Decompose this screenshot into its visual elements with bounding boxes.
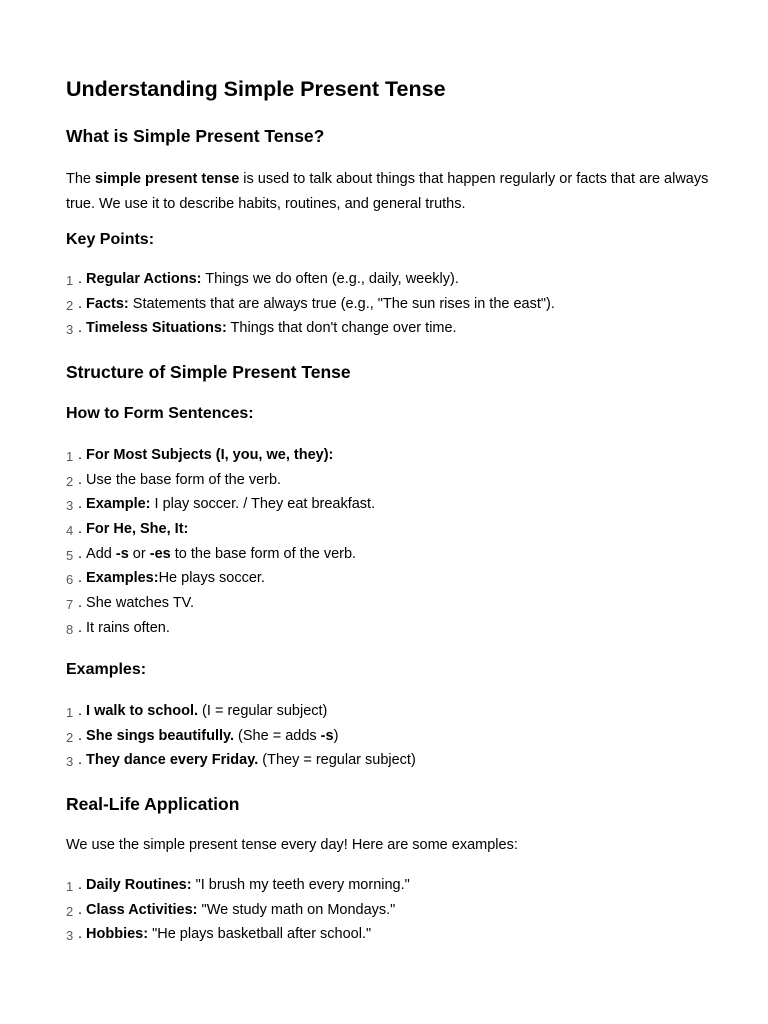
list-item-label: Class Activities:: [86, 901, 198, 918]
page-title: Understanding Simple Present Tense: [66, 77, 446, 101]
list-item-label: Examples:: [86, 570, 159, 587]
list-number: 3: [66, 322, 74, 338]
list-item-label: Daily Routines:: [86, 877, 192, 893]
list-item: 8 . It rains often.: [66, 616, 375, 641]
suffix-s: -s: [115, 545, 129, 562]
list-number: 1: [66, 879, 74, 894]
form-steps-list: [66, 443, 375, 641]
list-item-text: It rains often.: [86, 619, 170, 636]
list-item-label: Example:: [86, 496, 151, 513]
list-item-text: He plays soccer.: [158, 570, 265, 587]
intro-paragraph: [66, 167, 716, 217]
list-item-text: to the base form of the verb.: [170, 545, 357, 562]
list-number: 1: [66, 449, 74, 464]
list-item-label: Hobbies:: [86, 926, 149, 943]
list-number: 2: [66, 729, 74, 745]
list-item-text: Use the base form of the verb.: [86, 471, 282, 488]
heading-key-points: Key Points:: [66, 231, 155, 248]
list-item-label: Regular Actions:: [86, 271, 202, 287]
list-item-text: (I = regular subject): [198, 703, 328, 719]
list-item-label: She sings beautifully.: [86, 727, 235, 744]
examples-list: [66, 699, 416, 773]
list-item: 1 . For Most Subjects (I, you, we, they):: [66, 443, 375, 468]
list-item-text: She watches TV.: [86, 595, 195, 612]
list-item-text: (She = adds: [234, 727, 321, 744]
list-item-text: "We study math on Mondays.": [197, 901, 396, 918]
list-item: 1 . Regular Actions: Things we do often (e.g., daily, weekly).: [66, 267, 555, 292]
list-item-text: Statements that are always true (e.g., "The sun rises in the east").: [128, 295, 555, 312]
list-item: 3 . Hobbies: "He plays basketball after school.": [66, 922, 410, 947]
suffix-s: -s: [320, 727, 334, 744]
list-item-label: Facts:: [86, 295, 129, 312]
heading-examples: Examples:: [66, 661, 147, 678]
list-item-label: They dance every Friday.: [86, 752, 259, 769]
list-item-label: I walk to school.: [86, 703, 199, 719]
list-number: 8: [66, 621, 74, 637]
list-item-text: Things that don't change over time.: [226, 320, 457, 337]
intro-text-post: is used to talk about things that happen regularly or facts that are always true. We use it to describe habits, routines, and general truths.: [66, 171, 709, 212]
list-item: 5 . Add -s or -es to the base form of the verb.: [66, 542, 375, 567]
real-life-list: [66, 873, 410, 947]
list-number: 1: [66, 273, 74, 288]
intro-text-bold: simple present tense: [95, 171, 240, 187]
list-item: 1 . I walk to school. (I = regular subject): [66, 699, 416, 724]
list-item: 3 . Timeless Situations: Things that don't change over time.: [66, 316, 555, 341]
list-item: 2 . She sings beautifully. (She = adds -s): [66, 724, 416, 749]
list-item-text: Things we do often (e.g., daily, weekly).: [201, 271, 459, 287]
list-number: 3: [66, 498, 74, 514]
list-item: 1 . Daily Routines: "I brush my teeth every morning.": [66, 873, 410, 898]
list-number: 1: [66, 705, 74, 720]
heading-what-is: What is Simple Present Tense?: [66, 126, 325, 146]
list-item: 2 . Use the base form of the verb.: [66, 468, 375, 493]
heading-real-life: Real-Life Application: [66, 794, 240, 814]
list-item-text: ): [333, 727, 339, 744]
list-item-label: For Most Subjects (I, you, we, they):: [86, 447, 334, 463]
intro-text-pre: The: [66, 171, 96, 187]
list-item: 7 . She watches TV.: [66, 591, 375, 616]
list-number: 2: [66, 903, 74, 919]
list-item: 2 . Class Activities: "We study math on Mondays.": [66, 898, 410, 923]
list-item-text: "I brush my teeth every morning.": [191, 877, 410, 893]
list-number: 6: [66, 572, 74, 588]
list-item: 6 . Examples:He plays soccer.: [66, 566, 375, 591]
suffix-es: -es: [149, 545, 171, 562]
list-item: 3 . They dance every Friday. (They = regular subject): [66, 748, 416, 773]
real-life-intro: We use the simple present tense every day! Here are some examples:: [66, 837, 518, 853]
list-item-text: or: [128, 545, 150, 562]
heading-structure: Structure of Simple Present Tense: [66, 362, 351, 382]
list-item-text: (They = regular subject): [258, 752, 416, 769]
list-item-text: "He plays basketball after school.": [148, 926, 372, 943]
list-item: 3 . Example: I play soccer. / They eat breakfast.: [66, 492, 375, 517]
list-number: 4: [66, 523, 74, 539]
list-number: 3: [66, 928, 74, 944]
list-item-text: Add: [86, 545, 116, 562]
list-number: 7: [66, 597, 74, 613]
list-item-label: Timeless Situations:: [86, 320, 227, 337]
list-item-label: For He, She, It:: [86, 521, 189, 538]
list-number: 2: [66, 473, 74, 489]
list-item: 2 . Facts: Statements that are always true (e.g., "The sun rises in the east").: [66, 292, 555, 317]
list-item: 4 . For He, She, It:: [66, 517, 375, 542]
list-number: 3: [66, 754, 74, 770]
list-item-text: I play soccer. / They eat breakfast.: [150, 496, 376, 513]
heading-how-to-form: How to Form Sentences:: [66, 405, 254, 422]
list-number: 5: [66, 547, 74, 563]
key-points-list: [66, 267, 555, 341]
list-number: 2: [66, 297, 74, 313]
